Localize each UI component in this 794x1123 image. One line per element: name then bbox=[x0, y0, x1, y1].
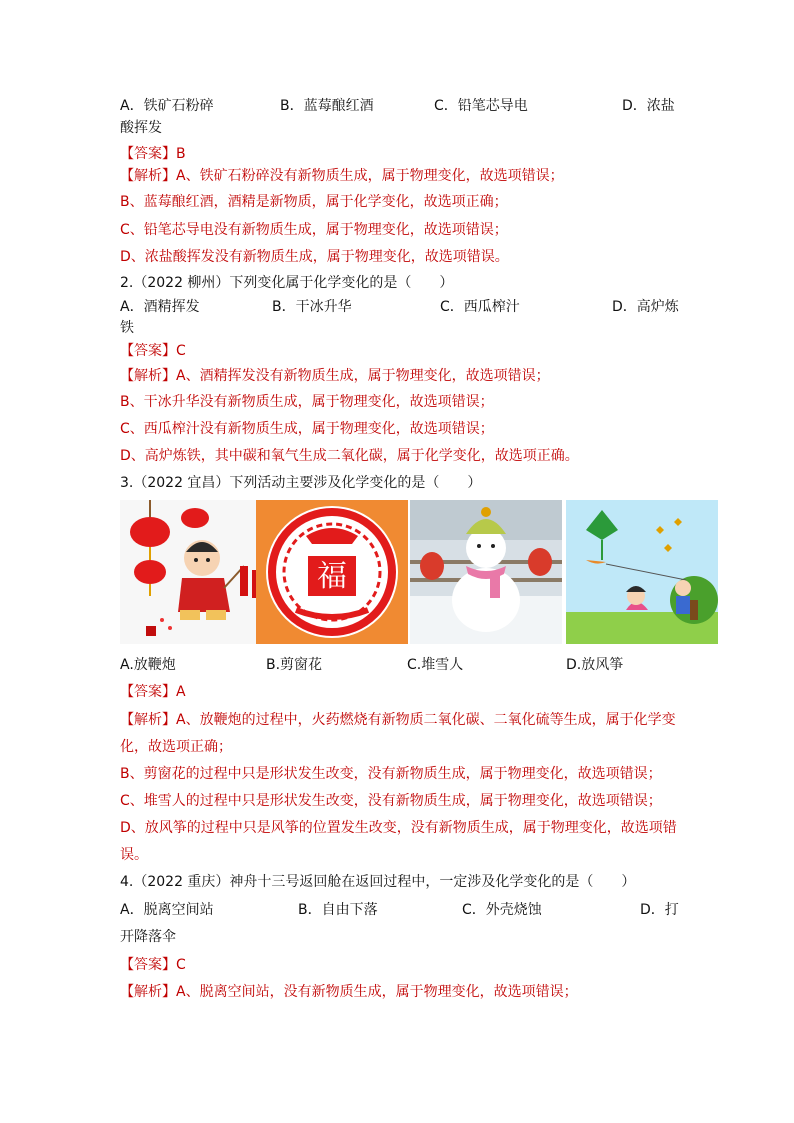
q3-caption-b: B.剪窗花 bbox=[266, 657, 323, 673]
analysis-label: 【解析】 bbox=[120, 712, 176, 728]
analysis-label: 【解析】 bbox=[120, 368, 176, 384]
analysis-label: 【解析】 bbox=[120, 168, 176, 184]
q2-option-c: C．西瓜榨汁 bbox=[440, 299, 520, 315]
analysis-text: A、铁矿石粉碎没有新物质生成，属于物理变化，故选项错误； bbox=[176, 168, 564, 184]
q1-analysis-2: B、蓝莓酿红酒，酒精是新物质，属于化学变化，故选项正确； bbox=[120, 194, 508, 210]
q2-analysis-3: C、西瓜榨汁没有新物质生成，属于物理变化，故选项错误； bbox=[120, 421, 494, 437]
q1-analysis-3: C、铅笔芯导电没有新物质生成，属于物理变化，故选项错误； bbox=[120, 222, 508, 238]
answer-value: B bbox=[176, 146, 186, 162]
paper-cut-image bbox=[256, 500, 408, 644]
q4-option-d-cont: 开降落伞 bbox=[120, 929, 176, 945]
q2-option-a: A．酒精挥发 bbox=[120, 299, 200, 315]
answer-value: C bbox=[176, 343, 186, 359]
q3-analysis-4: C、堆雪人的过程中只是形状发生改变，没有新物质生成，属于物理变化，故选项错误； bbox=[120, 793, 662, 809]
q4-analysis-1 bbox=[120, 982, 578, 1002]
q1-option-a: A．铁矿石粉碎 bbox=[120, 98, 214, 114]
q3-analysis-3: B、剪窗花的过程中只是形状发生改变，没有新物质生成，属于物理变化，故选项错误； bbox=[120, 766, 662, 782]
q3-analysis-5: D、放风筝的过程中只是风筝的位置发生改变，没有新物质生成，属于物理变化，故选项错 bbox=[120, 820, 677, 836]
q3-analysis-6: 误。 bbox=[120, 847, 148, 863]
q2-answer bbox=[120, 341, 186, 361]
q4-option-d: D．打 bbox=[640, 902, 679, 918]
q4-answer bbox=[120, 955, 186, 975]
q2-analysis-4: D、高炉炼铁，其中碳和氧气生成二氧化碳，属于化学变化，故选项正确。 bbox=[120, 448, 579, 464]
kite-image bbox=[566, 500, 718, 644]
q1-option-d-cont: 酸挥发 bbox=[120, 120, 162, 136]
q1-option-b: B．蓝莓酿红酒 bbox=[280, 98, 374, 114]
q2-stem: 2.（2022 柳州）下列变化属于化学变化的是（ ） bbox=[120, 275, 454, 291]
q1-answer bbox=[120, 144, 186, 164]
snowman-image bbox=[410, 500, 562, 644]
q2-analysis-1 bbox=[120, 366, 550, 386]
q3-analysis-1 bbox=[120, 710, 676, 730]
analysis-label: 【解析】 bbox=[120, 984, 176, 1000]
analysis-text: A、放鞭炮的过程中，火药燃烧有新物质二氧化碳、二氧化硫等生成，属于化学变 bbox=[176, 712, 676, 728]
q4-stem: 4.（2022 重庆）神舟十三号返回舱在返回过程中，一定涉及化学变化的是（ ） bbox=[120, 874, 636, 890]
q2-option-d-cont: 铁 bbox=[120, 320, 134, 336]
answer-value: A bbox=[176, 684, 186, 700]
q3-caption-a: A.放鞭炮 bbox=[120, 657, 176, 673]
q2-option-b: B．干冰升华 bbox=[272, 299, 352, 315]
q3-answer bbox=[120, 682, 186, 702]
answer-label: 【答案】 bbox=[120, 957, 176, 973]
analysis-text: A、酒精挥发没有新物质生成，属于物理变化，故选项错误； bbox=[176, 368, 550, 384]
q1-analysis-1 bbox=[120, 166, 564, 186]
paper-cut-character: 福 bbox=[317, 559, 347, 594]
q4-option-c: C．外壳烧蚀 bbox=[462, 902, 542, 918]
firecracker-image bbox=[120, 500, 272, 644]
q4-option-a: A．脱离空间站 bbox=[120, 902, 214, 918]
q4-option-b: B．自由下落 bbox=[298, 902, 378, 918]
q2-analysis-2: B、干冰升华没有新物质生成，属于物理变化，故选项错误； bbox=[120, 394, 494, 410]
answer-label: 【答案】 bbox=[120, 684, 176, 700]
analysis-text: A、脱离空间站，没有新物质生成，属于物理变化，故选项错误； bbox=[176, 984, 578, 1000]
answer-label: 【答案】 bbox=[120, 343, 176, 359]
q3-stem: 3.（2022 宜昌）下列活动主要涉及化学变化的是（ ） bbox=[120, 475, 482, 491]
q1-analysis-4: D、浓盐酸挥发没有新物质生成，属于物理变化，故选项错误。 bbox=[120, 249, 509, 265]
q3-caption-d: D.放风筝 bbox=[566, 657, 624, 673]
q3-caption-c: C.堆雪人 bbox=[407, 657, 464, 673]
answer-value: C bbox=[176, 957, 186, 973]
q2-option-d: D．高炉炼 bbox=[612, 299, 679, 315]
answer-label: 【答案】 bbox=[120, 146, 176, 162]
q1-option-d: D．浓盐 bbox=[622, 98, 675, 114]
q3-analysis-2: 化，故选项正确； bbox=[120, 739, 232, 755]
q1-option-c: C．铅笔芯导电 bbox=[434, 98, 528, 114]
